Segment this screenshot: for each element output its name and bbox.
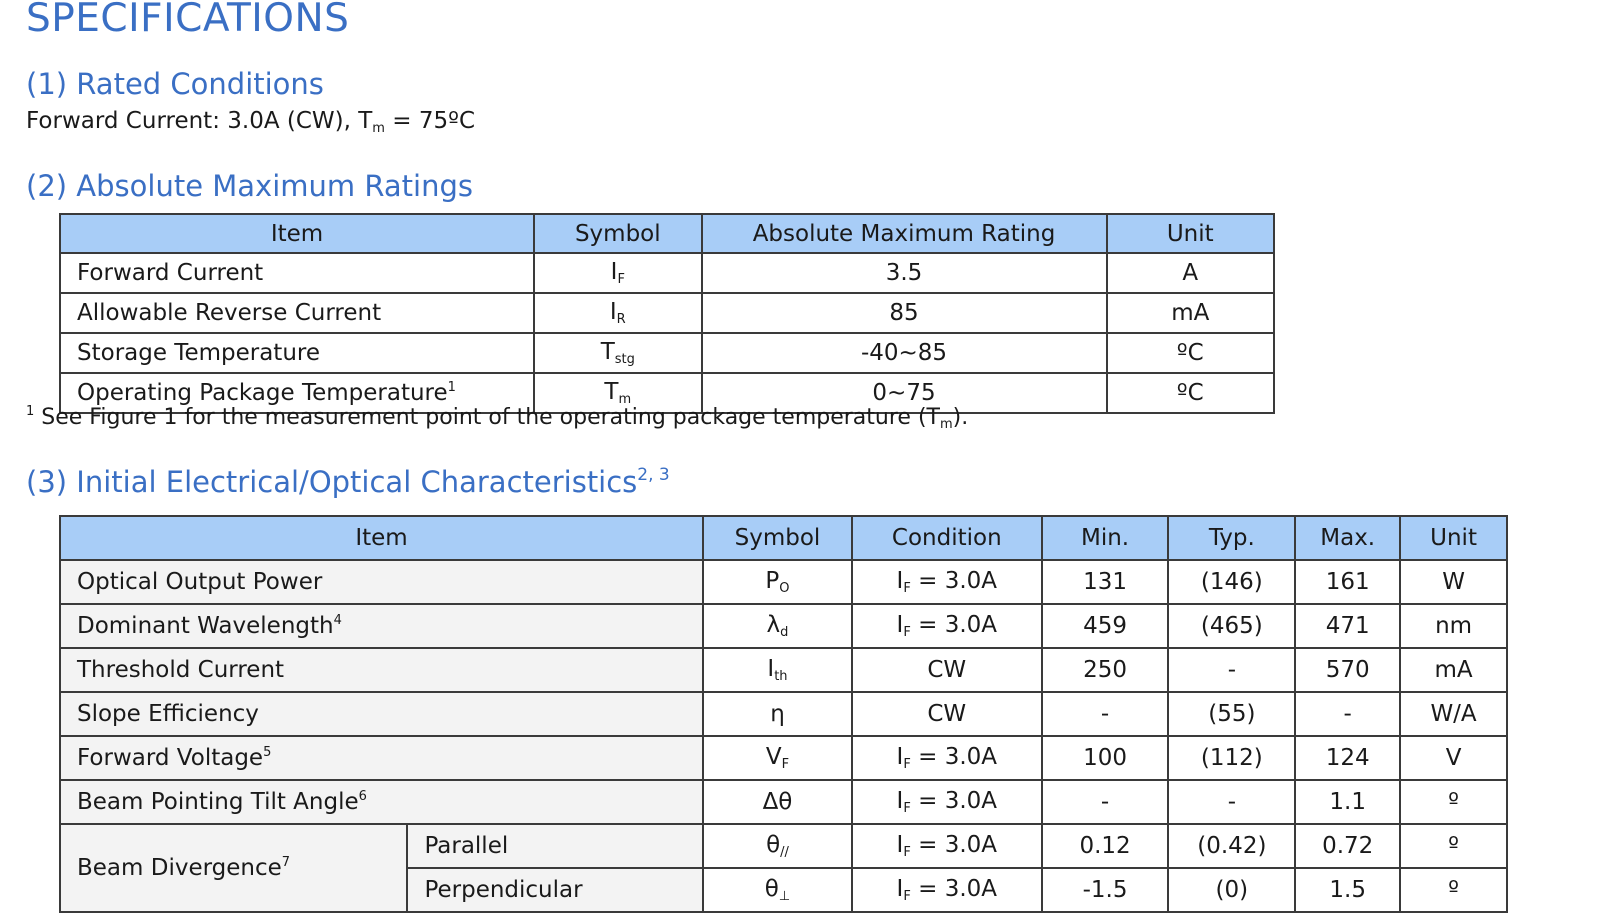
condition-cell <box>852 824 1042 868</box>
col-header: Item <box>60 214 534 253</box>
value-cell: 0~75 <box>702 373 1107 413</box>
unit-cell: V <box>1400 736 1507 780</box>
footnote-ref: 5 <box>263 745 272 760</box>
symbol-sub: ⊥ <box>778 889 791 904</box>
unit-cell: º <box>1400 824 1507 868</box>
table-row <box>60 780 1507 824</box>
table-row <box>60 824 1507 868</box>
abs-max-table <box>59 213 1275 414</box>
col-header: Symbol <box>534 214 701 253</box>
col-header: Unit <box>1400 516 1507 560</box>
cond-value: = 3.0A <box>910 832 998 858</box>
typ-cell: (0) <box>1168 868 1295 912</box>
condition-cell <box>852 868 1042 912</box>
cond-value: = 3.0A <box>910 788 998 814</box>
cond-symbol: I <box>896 568 904 594</box>
symbol-sub: F <box>617 272 625 287</box>
table-row <box>60 736 1507 780</box>
sub-item-cell: Parallel <box>407 824 703 868</box>
symbol-cell <box>703 824 852 868</box>
unit-cell: ºC <box>1107 333 1274 373</box>
symbol-base: V <box>765 744 782 770</box>
item-cell: Forward Current <box>60 253 534 293</box>
col-header: Item <box>60 516 703 560</box>
item-text: Beam Divergence <box>77 855 282 881</box>
unit-cell: W/A <box>1400 692 1507 736</box>
rated-text-sub: m <box>372 121 385 136</box>
max-cell: 1.5 <box>1295 868 1400 912</box>
max-cell: 471 <box>1295 604 1400 648</box>
footnote-ref: 7 <box>281 855 291 870</box>
unit-cell: mA <box>1400 648 1507 692</box>
min-cell: 0.12 <box>1042 824 1169 868</box>
condition-cell <box>852 604 1042 648</box>
cond-value: = 3.0A <box>910 744 998 770</box>
symbol-cell <box>534 333 701 373</box>
table-row <box>60 604 1507 648</box>
symbol-cell <box>703 648 852 692</box>
condition-cell <box>852 560 1042 604</box>
cond-value: = 3.0A <box>910 876 998 902</box>
min-cell: 131 <box>1042 560 1169 604</box>
symbol-cell <box>703 736 852 780</box>
cond-sub: F <box>903 625 911 640</box>
cond-sub: F <box>903 801 911 816</box>
rated-conditions-text <box>26 108 475 136</box>
min-cell: -1.5 <box>1042 868 1169 912</box>
symbol-base: T <box>604 379 619 405</box>
symbol-sub: O <box>779 581 790 596</box>
item-cell <box>60 604 703 648</box>
sub-item-cell: Perpendicular <box>407 868 703 912</box>
symbol-cell <box>703 560 852 604</box>
footnote-number: 1 <box>26 404 35 419</box>
cond-symbol: I <box>896 744 904 770</box>
unit-cell: mA <box>1107 293 1274 333</box>
table-header-row <box>60 516 1507 560</box>
cond-sub: F <box>903 889 911 904</box>
symbol-base: P <box>765 568 780 594</box>
min-cell: - <box>1042 692 1169 736</box>
min-cell: 250 <box>1042 648 1169 692</box>
symbol-base: I <box>609 299 617 325</box>
unit-cell: nm <box>1400 604 1507 648</box>
symbol-base: θ <box>764 876 779 902</box>
item-text: Dominant Wavelength <box>77 613 334 639</box>
value-cell: 85 <box>702 293 1107 333</box>
col-header: Min. <box>1042 516 1169 560</box>
cond-sub: F <box>903 845 911 860</box>
condition-cell <box>852 780 1042 824</box>
col-header: Typ. <box>1168 516 1295 560</box>
unit-cell: A <box>1107 253 1274 293</box>
page-title: SPECIFICATIONS <box>26 0 350 41</box>
rated-text-prefix: Forward Current: 3.0A (CW), T <box>26 108 373 134</box>
unit-cell: º <box>1400 868 1507 912</box>
heading-refs: 2, 3 <box>637 465 670 485</box>
cond-value: = 3.0A <box>910 612 998 638</box>
max-cell: 0.72 <box>1295 824 1400 868</box>
table-row <box>60 692 1507 736</box>
item-cell: Allowable Reverse Current <box>60 293 534 333</box>
col-header: Unit <box>1107 214 1274 253</box>
item-cell <box>60 824 407 912</box>
footnote-text: See Figure 1 for the measurement point of the operating package temperature (T <box>41 405 940 430</box>
symbol-cell <box>703 780 852 824</box>
table-row <box>60 293 1274 333</box>
typ-cell: (55) <box>1168 692 1295 736</box>
symbol-sub: th <box>774 669 788 684</box>
typ-cell: - <box>1168 648 1295 692</box>
section-heading-abs-max: (2) Absolute Maximum Ratings <box>26 169 473 203</box>
item-cell <box>60 736 703 780</box>
item-cell: Threshold Current <box>60 648 703 692</box>
cond-sub: F <box>903 757 911 772</box>
cond-symbol: I <box>896 788 904 814</box>
symbol-base: λ <box>766 612 781 638</box>
unit-cell: ºC <box>1107 373 1274 413</box>
cond-symbol: I <box>896 832 904 858</box>
typ-cell: (112) <box>1168 736 1295 780</box>
item-cell: Slope Efficiency <box>60 692 703 736</box>
col-header: Absolute Maximum Rating <box>702 214 1107 253</box>
col-header: Condition <box>852 516 1042 560</box>
min-cell: 459 <box>1042 604 1169 648</box>
item-cell: Storage Temperature <box>60 333 534 373</box>
typ-cell: (0.42) <box>1168 824 1295 868</box>
value-cell: -40~85 <box>702 333 1107 373</box>
symbol-base: I <box>767 656 775 682</box>
cond-value: = 3.0A <box>910 568 998 594</box>
footnote-ref: 1 <box>447 380 456 395</box>
symbol-base: Δθ <box>762 789 793 815</box>
table-row <box>60 333 1274 373</box>
symbol-sub: stg <box>614 352 635 367</box>
table-header-row <box>60 214 1274 253</box>
condition-cell: CW <box>852 692 1042 736</box>
typ-cell: (465) <box>1168 604 1295 648</box>
cond-symbol: I <box>896 876 904 902</box>
symbol-sub: d <box>780 625 789 640</box>
footnote-1 <box>26 404 968 432</box>
typ-cell: (146) <box>1168 560 1295 604</box>
symbol-cell <box>534 253 701 293</box>
cond-symbol: I <box>896 612 904 638</box>
footnote-ref: 6 <box>358 789 367 804</box>
footnote-ref: 4 <box>333 613 342 628</box>
typ-cell: - <box>1168 780 1295 824</box>
heading-text: (3) Initial Electrical/Optical Characteristics <box>26 465 638 499</box>
item-cell <box>60 780 703 824</box>
table-row <box>60 253 1274 293</box>
symbol-sub: // <box>780 845 789 860</box>
item-cell: Optical Output Power <box>60 560 703 604</box>
unit-cell: º <box>1400 780 1507 824</box>
symbol-cell <box>703 692 852 736</box>
rated-text-suffix: = 75ºC <box>384 108 476 134</box>
condition-cell: CW <box>852 648 1042 692</box>
col-header: Max. <box>1295 516 1400 560</box>
max-cell: 124 <box>1295 736 1400 780</box>
condition-cell <box>852 736 1042 780</box>
unit-cell: W <box>1400 560 1507 604</box>
symbol-base: T <box>600 339 615 365</box>
symbol-base: I <box>610 259 618 285</box>
item-text: Operating Package Temperature <box>77 380 448 406</box>
max-cell: 161 <box>1295 560 1400 604</box>
value-cell: 3.5 <box>702 253 1107 293</box>
section-heading-rated: (1) Rated Conditions <box>26 67 324 101</box>
table-row <box>60 560 1507 604</box>
symbol-sub: R <box>616 312 626 327</box>
symbol-base: θ <box>766 832 781 858</box>
max-cell: 570 <box>1295 648 1400 692</box>
footnote-sub: m <box>939 417 953 432</box>
section-heading-initial <box>26 465 670 499</box>
symbol-cell <box>703 868 852 912</box>
symbol-cell <box>703 604 852 648</box>
symbol-sub: m <box>618 392 632 407</box>
item-text: Forward Voltage <box>77 745 264 771</box>
cond-sub: F <box>903 581 911 596</box>
symbol-cell <box>534 293 701 333</box>
min-cell: 100 <box>1042 736 1169 780</box>
initial-characteristics-table <box>59 515 1508 913</box>
footnote-end: ). <box>952 405 969 430</box>
item-text: Beam Pointing Tilt Angle <box>77 789 359 815</box>
table-row <box>60 648 1507 692</box>
max-cell: 1.1 <box>1295 780 1400 824</box>
min-cell: - <box>1042 780 1169 824</box>
symbol-sub: F <box>781 757 790 772</box>
symbol-base: η <box>770 701 785 727</box>
max-cell: - <box>1295 692 1400 736</box>
col-header: Symbol <box>703 516 852 560</box>
